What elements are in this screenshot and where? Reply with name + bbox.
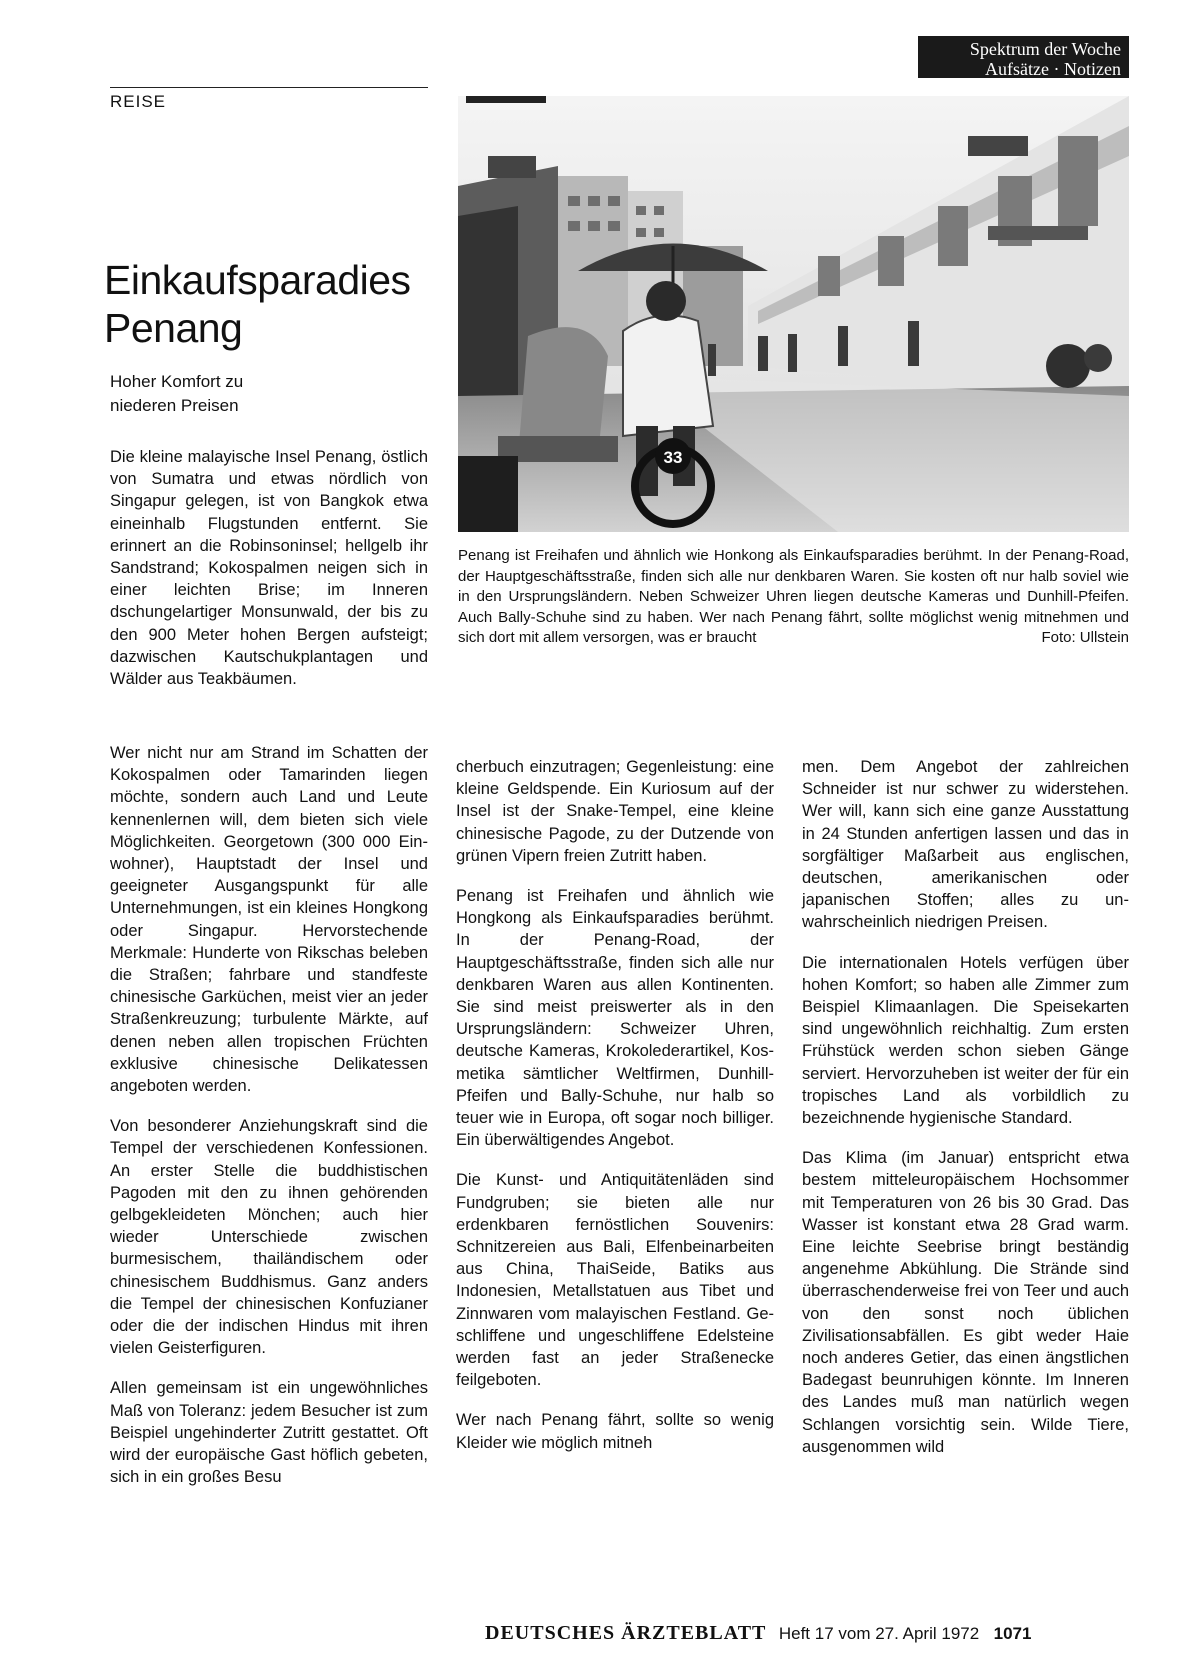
badge-line-1: Spektrum der Woche	[969, 39, 1121, 59]
article-title	[104, 256, 444, 352]
page-number: 1071	[993, 1624, 1032, 1643]
subtitle-line-2: niederen Preisen	[110, 396, 239, 415]
article-subtitle	[110, 370, 310, 418]
subtitle-line-1: Hoher Komfort zu	[110, 372, 244, 391]
caption-text: Penang ist Freihafen und ähnlich wie Honkong als Einkaufsparadies berühmt. In der Penang-Road, der Hauptgeschäftsstraße, finden sich alle nur denkbaren Waren. Sie kosten oft nur halb soviel wie in den Ursprungsländern. Neben Schweizer Uhren liegen deutsche Kameras und Dunhill-Pfeifen. Auch Bally-Schuhe sind zu haben. Wer nach Penang fährt, sollte möglichst wenig mitnehmen und sich dort mit allem versorgen, was er braucht	[458, 547, 1129, 646]
section-rule	[110, 87, 428, 88]
rickshaw-number: 33	[663, 448, 683, 467]
body-paragraph: cherbuch einzutragen; Gegenleistung: eine kleine Geldspende. Ein Kuriosum auf der Insel ist der Snake-Tempel, eine kleine chinesische Pagode, zu der Dutzende von grünen Vipern freien Zutritt haben.	[456, 758, 774, 865]
title-line-2: Penang	[104, 305, 243, 351]
body-paragraph: Die kleine malayische Insel Penang, östlich von Sumatra und etwas nördlich von Singapur gelegen, ist von Bangkok etwa eineinhalb Flugstunden entfernt. Sie erinnert an die Robinsoninsel; hellgelb ihr Sandstrand; Kokospalmen neigen sich in einer leichten Brise; im Inneren dschungelartiger Monsunwald, der bis zu den 900 Meter hohen Bergen aufsteigt; dazwischen Kautschukplantagen und Wälder aus Teakbäumen.	[110, 448, 428, 689]
body-column-1-top	[110, 446, 428, 708]
journal-masthead: DEUTSCHES ÄRZTEBLATT	[485, 1622, 767, 1644]
body-column-1	[110, 742, 428, 1507]
body-paragraph: Das Klima (im Januar) entspricht etwa bestem mitteleuropäischem Hochsommer mit Temperaturen von 26 bis 30 Grad. Das Wasser ist konstant etwa 28 Grad warm. Eine leichte Seebrise bringt beständig angenehme Abkühlung. Die Strände sind überraschenderweise frei von Teer und auch von den sonst noch üblichen Zivilisationsabfällen. Es gibt weder Haie noch anderes Getier, das einen ängstlichen Badegast beunruhigen könnte. Im Inneren des Landes muß man natürlich wegen Schlangen vorsichtig sein. Wilde Tiere, ausgenommen wild	[802, 1149, 1129, 1456]
section-label: REISE	[110, 92, 167, 111]
photo-caption	[458, 546, 1129, 649]
body-column-2	[456, 756, 774, 1472]
street-photo	[458, 96, 1129, 532]
photo-credit: Foto: Ullstein	[1041, 629, 1129, 646]
body-paragraph: Die internationalen Hotels verfügen über hohen Komfort; so haben alle Zimmer zum Beispiel Klimaanlagen. Die Speisekarten sind ungewöhnlich reichhaltig. Zum ersten Frühstück werden schon sieben Gänge serviert. Hervorzuheben ist weiter der für ein tropisches Land als vorbildlich zu bezeichnende hygienische Standard.	[802, 953, 1129, 1128]
body-paragraph: Wer nach Penang fährt, sollte so wenig Kleider wie möglich mitneh	[456, 1411, 774, 1452]
body-paragraph: men. Dem Angebot der zahlreichen Schneider ist nur schwer zu widerstehen. Wer will, kann sich eine ganze Ausstattung in 24 Stunden anfertigen lassen und das in sorgfältiger Maßarbeit aus englischen, deutschen, amerikanischen oder japanischen Stoffen; alles zu unwahrscheinlich niedrigen Preisen.	[802, 758, 1129, 932]
page-footer	[485, 1622, 1031, 1645]
body-paragraph: Allen gemeinsam ist ein ungewöhnliches Maß von Toleranz: jedem Besucher ist zum Beispiel ungehinderter Zutritt gestattet. Oft wird der europäische Gast höflich gebeten, sich in ein großes Besu	[110, 1379, 428, 1487]
section-badge	[918, 36, 1129, 78]
badge-line-2: Aufsätze · Notizen	[985, 59, 1121, 79]
body-column-3	[802, 756, 1129, 1476]
title-line-1: Einkaufsparadies	[104, 257, 411, 303]
issue-info: Heft 17 vom 27. April 1972	[778, 1624, 980, 1643]
body-paragraph: Wer nicht nur am Strand im Schatten der Kokospalmen oder Tamarinden liegen möchte, sondern auch Land und Leute kennenlernen will, dem bieten sich viele Möglichkeiten. Georgetown (300 000 Einwohner), Hauptstadt der Insel und geeigneter Ausgangspunkt für alle Unternehmungen, ist ein kleines Hongkong oder Singapur. Hervorstechende Merkmale: Hunderte von Rikschas beleben die Straßen; fahrbare und standfeste chinesische Garküchen, meist vier an jeder Straßenkreuzung; turbulente Märkte, auf denen neben allen tropischen Früchten exklusive chinesische Delikatessen angeboten werden.	[110, 744, 428, 1096]
body-paragraph: Von besonderer Anziehungskraft sind die Tempel der verschiedenen Konfessionen. An erster Stelle die buddhistischen Pagoden mit den zu ihnen gehörenden gelbgekleideten Mönchen; auch hier wieder Unterschiede zwischen burmesischem, thailändischem oder chinesischem Buddhismus. Ganz anders die Tempel der chinesischen Konfuzianer oder die der indischen Hindus mit ihren vielen Geisterfiguren.	[110, 1117, 428, 1358]
body-paragraph: Die Kunst- und Antiquitätenläden sind Fundgruben; sie bieten alle nur erdenkbaren fernöstlichen Souvenirs: Schnitzereien aus Bali, Elfenbeinarbeiten aus China, ThaiSeide, Batiks aus Indonesien, Metallstatuen aus Tibet und Zinnwaren vom malayischen Festland. Geschliffene und ungeschliffene Edelsteine werden fast an jeder Straßenecke feilgeboten.	[456, 1171, 774, 1390]
body-paragraph: Penang ist Freihafen und ähnlich wie Hongkong als Einkaufsparadies berühmt. In der Penang-Road, der Hauptgeschäftsstraße, finden sich alle nur denkbaren Waren aus allen Kontinenten. Sie sind meist preiswerter als in den Ursprungsländern: Schweizer Uhren, deutsche Kameras, Krokolederartikel, Kosmetika sämtlicher Weltfirmen, Dunhill-Pfeifen und Bally-Schuhe, nur halb so teuer wie in Europa, oft sogar noch billiger. Ein überwältigendes Angebot.	[456, 887, 774, 1150]
